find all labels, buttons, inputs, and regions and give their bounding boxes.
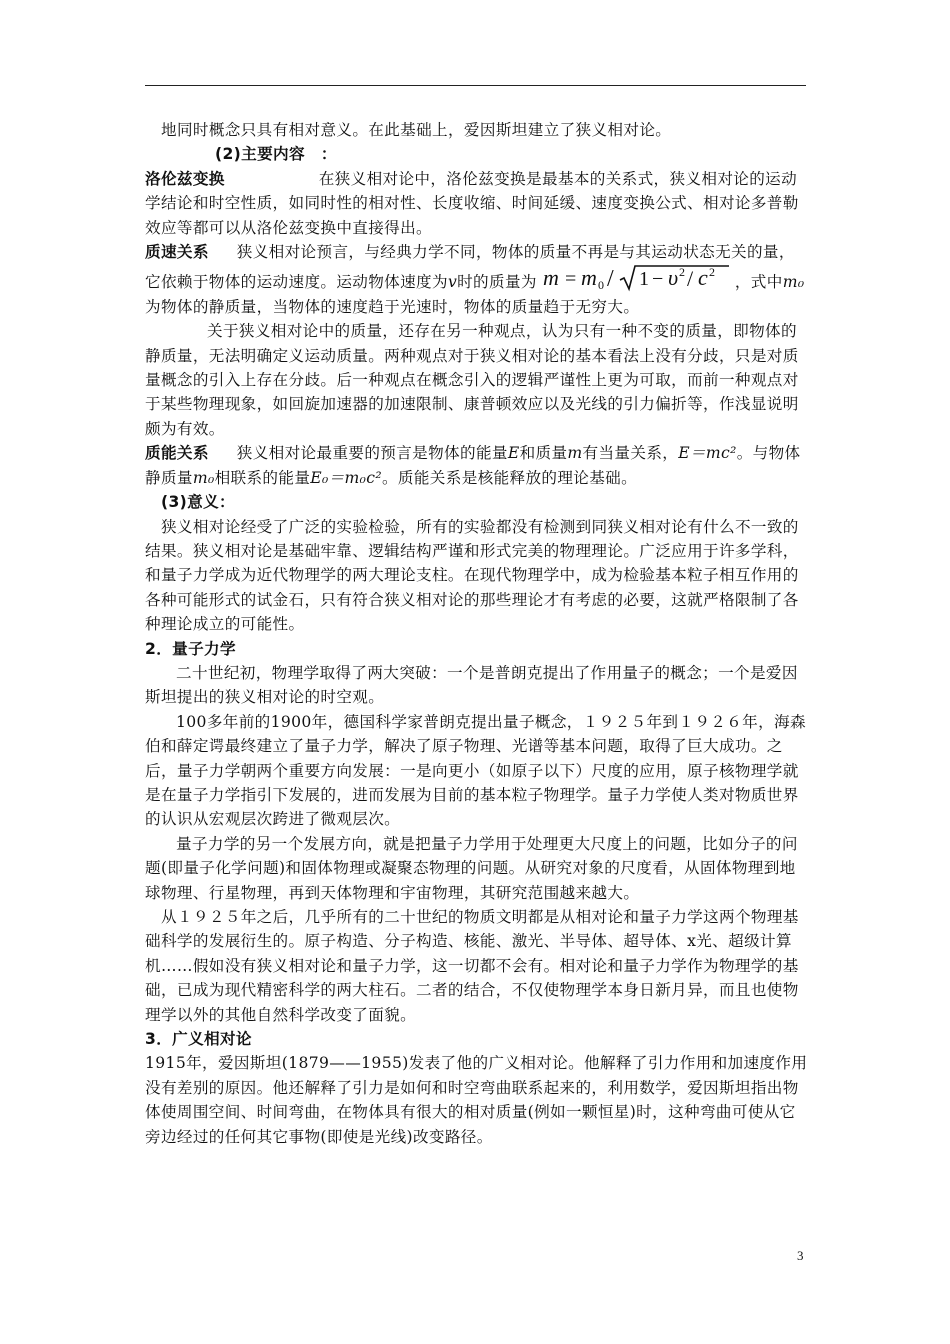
svg-text:2: 2 bbox=[708, 265, 716, 280]
paragraph-mass-velocity bbox=[145, 240, 809, 319]
term-mass-velocity: 质速关系 bbox=[145, 243, 209, 262]
svg-text:c: c bbox=[697, 265, 708, 291]
paragraph-quantum-3: 量子力学的另一个发展方向，就是把量子力学用于处理更大尺度上的问题，比如分子的问题(即量子化学问题)和固体物理或凝聚态物理的问题。从研究对象的尺度看，从固体物理到地球物理、行星物理，再到天体物理和宇宙物理，其研究范围越来越大。 bbox=[145, 834, 798, 902]
variable-v: v bbox=[447, 273, 458, 292]
mass-energy-text: 相联系的能量 bbox=[214, 468, 311, 487]
mass-velocity-text: ，式中 bbox=[734, 273, 783, 292]
relativistic-mass-formula bbox=[541, 264, 731, 292]
mass-velocity-text: 为物体的静质量，当物体的速度趋于光速时，物体的质量趋于无穷大。 bbox=[145, 297, 640, 316]
svg-text:2: 2 bbox=[678, 265, 686, 280]
paragraph-quantum-2: 100多年前的1900年，德国科学家普朗克提出量子概念，１９２５年到１９２６年，海森伯和薛定谔最终建立了量子力学，解决了原子物理、光谱等基本问题，取得了巨大成功。之后，量子力学朝两个重要方向发展：一是向更小（如原子以下）尺度的应用，原子核物理学就是在量子力学指引下发展的，进而发展为目前的基本粒子物理学。量子力学使人类对物质世界的认识从宏观层次跨进了微观层次。 bbox=[145, 712, 806, 829]
equation-mass-energy: E＝mc² bbox=[678, 444, 737, 463]
variable-m0: m₀ bbox=[782, 273, 805, 292]
paragraph-quantum-4: 从１９２５年之后，几乎所有的二十世纪的物质文明都是从相对论和量子力学这两个物理基础科学的发展衍生的。原子构造、分子构造、核能、激光、半导体、超导体、x光、超级计算机……假如没有狭义相对论和量子力学，这一切都不会有。相对论和量子力学作为物理学的基础，已成为现代精密科学的两大柱石。二者的结合，不仅使物理学本身日新月异，而且也使物理学以外的其他自然科学改变了面貌。 bbox=[145, 908, 799, 1024]
svg-text:/: / bbox=[686, 266, 694, 292]
term-mass-energy: 质能关系 bbox=[145, 444, 209, 463]
svg-text:−: − bbox=[651, 268, 664, 291]
mass-energy-text: 。质能关系是核能释放的理论基础。 bbox=[381, 468, 638, 487]
mass-velocity-text: 狭义相对论预言，与经典力学不同，物体的质量不再是与其运动状态无关的量，它依赖于物体的运动速度。运动物体速度为 bbox=[145, 243, 795, 292]
paragraph-significance: 狭义相对论经受了广泛的实验检验，所有的实验都没有检测到同狭义相对论有什么不一致的结果。狭义相对论是基础牢靠、逻辑结构严谨和形式完美的物理理论。广泛应用于许多学科，和量子力学成为近代物理学的两大理论支柱。在现代物理学中，成为检验基本粒子相互作用的各种可能形式的试金石，只有符合狭义相对论的那些理论才有考虑的必要，这就严格限制了各种理论成立的可能性。 bbox=[145, 517, 799, 634]
page-number: 3 bbox=[797, 1248, 804, 1263]
svg-text:=: = bbox=[564, 268, 577, 291]
paragraph-general-relativity: 1915年，爱因斯坦(1879——1955)发表了他的广义相对论。他解释了引力作用和加速度作用没有差别的原因。他还解释了引力是如何和时空弯曲联系起来的，利用数学，爱因斯坦指出物体使周围空间、时间弯曲，在物体具有很大的相对质量(例如一颗恒星)时，这种弯曲可使从它旁边经过的任何其它事物(即使是光线)改变路径。 bbox=[145, 1054, 808, 1146]
paragraph-mass-energy bbox=[145, 441, 809, 490]
paragraph-quantum-1: 二十世纪初，物理学取得了两大突破：一个是普朗克提出了作用量子的概念；一个是爱因斯坦提出的狭义相对论的时空观。 bbox=[145, 663, 798, 707]
mass-energy-text: 和质量 bbox=[519, 444, 568, 463]
section-heading-quantum: 2．量子力学 bbox=[145, 639, 236, 658]
svg-text:m: m bbox=[542, 265, 560, 291]
mass-energy-text: 狭义相对论最重要的预言是物体的能量 bbox=[236, 444, 508, 463]
paragraph-intro: 地同时概念只具有相对意义。在此基础上，爱因斯坦建立了狭义相对论。 bbox=[161, 121, 672, 139]
variable-E: E bbox=[507, 444, 520, 463]
paragraph-mass-views: 关于狭义相对论中的质量，还存在另一种观点，认为只有一种不变的质量，即物体的静质量，无法明确定义运动质量。两种观点对于狭义相对论的基本看法上没有分歧，只是对质量概念的引入上存在分歧。后一种观点在概念引入的逻辑严谨性上更为可取，而前一种观点对于某些物理现象，如回旋加速器的加速限制、康普顿效应以及光线的引力偏折等，作浅显说明颇为有效。 bbox=[145, 322, 799, 438]
mass-velocity-text: 时的质量为 bbox=[457, 273, 537, 292]
svg-text:m: m bbox=[580, 265, 598, 291]
svg-text:0: 0 bbox=[597, 278, 605, 293]
svg-text:/: / bbox=[606, 266, 614, 293]
mass-energy-text: 。与物体静质量 bbox=[145, 444, 801, 487]
mass-energy-text: 有当量关系， bbox=[582, 444, 679, 463]
term-lorentz: 洛伦兹变换 bbox=[145, 169, 225, 188]
section-heading-general-relativity: 3．广义相对论 bbox=[145, 1030, 252, 1049]
svg-text:υ: υ bbox=[667, 265, 679, 291]
section-heading-significance: (3)意义： bbox=[161, 493, 235, 512]
document-body bbox=[145, 118, 809, 1149]
svg-text:1: 1 bbox=[638, 268, 650, 291]
header-rule bbox=[145, 85, 806, 86]
variable-m0: m₀ bbox=[192, 468, 215, 487]
paragraph-lorentz bbox=[145, 167, 809, 240]
variable-m: m bbox=[567, 444, 583, 463]
lorentz-text: 在狭义相对论中，洛伦兹变换是最基本的关系式，狭义相对论的运动学结论和时空性质，如同时性的相对性、长度收缩、时间延缓、速度变换公式、相对论多普勒效应等都可以从洛伦兹变换中直接得出。 bbox=[145, 169, 799, 237]
equation-rest-energy: E₀＝m₀c² bbox=[310, 468, 382, 487]
section-heading-main-content: (2)主要内容 ： bbox=[215, 145, 337, 164]
